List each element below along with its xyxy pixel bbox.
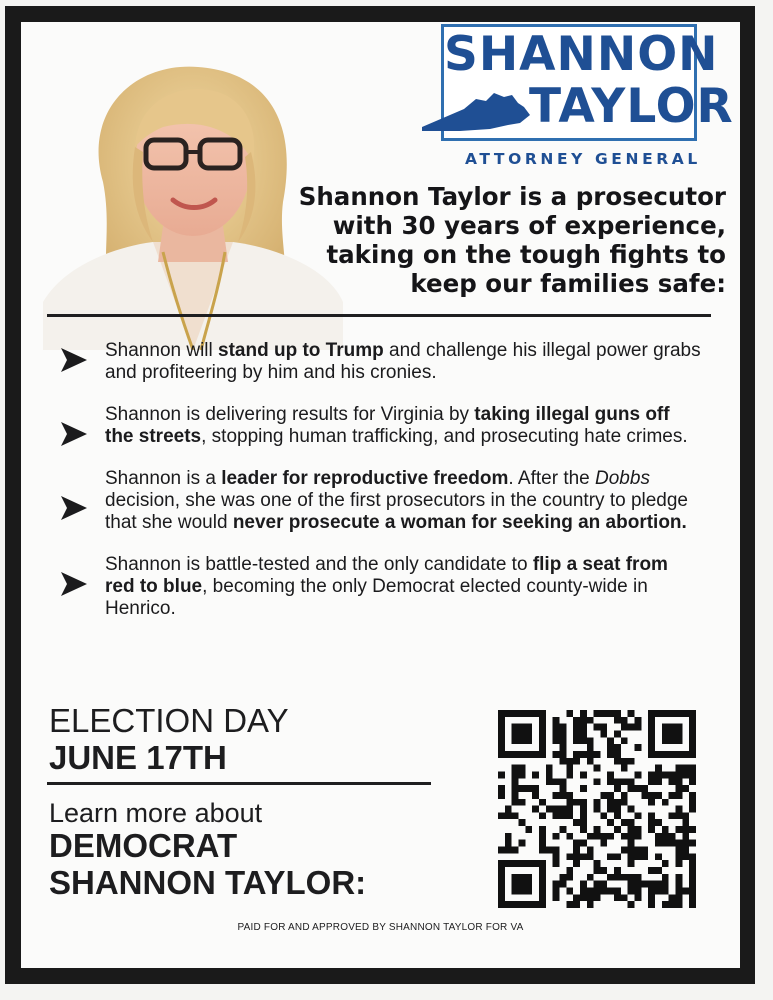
bullet-run: , becoming the only Democrat elected county-wide in Henrico. (105, 576, 648, 619)
bullet-item (61, 404, 701, 448)
election-day-label: ELECTION DAY (49, 702, 289, 739)
bullet-run: , stopping human trafficking, and prosecuting hate crimes. (201, 426, 688, 447)
bullet-text (105, 404, 701, 448)
bullet-emphasis: stand up to Trump (218, 340, 384, 361)
bullet-item (61, 468, 701, 534)
bullet-run: . After the (508, 468, 596, 489)
bullet-emphasis: leader for reproductive freedom (221, 468, 509, 489)
bullet-run: Shannon is battle-tested and the only candidate to (105, 554, 533, 575)
middle-divider (47, 782, 431, 785)
top-divider (47, 314, 711, 317)
campaign-logo (441, 24, 734, 141)
learn-more-candidate: SHANNON TAYLOR: (49, 864, 367, 901)
bullet-run: Shannon is delivering results for Virginia by (105, 404, 475, 425)
bullet-list (61, 340, 701, 640)
arrow-bullet-icon (61, 348, 87, 372)
bullet-run: Shannon will (105, 340, 219, 361)
virginia-state-icon (420, 85, 532, 135)
bullet-text (105, 554, 701, 620)
logo-subtitle: ATTORNEY GENERAL (465, 150, 701, 168)
bullet-item (61, 340, 701, 384)
bullet-run: and challenge his illegal power grabs and profiteering by him and his cronies. (105, 340, 701, 383)
arrow-bullet-icon (61, 572, 87, 596)
paid-for-disclaimer: PAID FOR AND APPROVED BY SHANNON TAYLOR FOR VA (237, 922, 524, 933)
bullet-emphasis: taking illegal guns off the streets (105, 404, 670, 447)
bullet-run: decision, she was one of the first prosecutors in the country to pledge that she would (105, 490, 688, 533)
election-date: JUNE 17TH (49, 739, 227, 776)
flyer-page (21, 22, 740, 968)
arrow-bullet-icon (61, 422, 87, 446)
logo-name-last: TAYLOR (529, 79, 734, 134)
qr-code[interactable] (498, 710, 696, 908)
bullet-emphasis: flip a seat from red to blue (105, 554, 668, 597)
logo-name-first: SHANNON (444, 27, 719, 82)
bullet-emphasis: never prosecute a woman for seeking an abortion. (232, 512, 687, 533)
intro-statement: Shannon Taylor is a prosecutor with 30 years of experience, taking on the tough fights to keep our families safe: (298, 182, 726, 298)
bullet-text (105, 340, 701, 384)
bullet-italic: Dobbs (595, 468, 650, 489)
learn-more-party: DEMOCRAT (49, 827, 238, 864)
learn-more-text: Learn more about (49, 798, 263, 828)
bullet-item (61, 554, 701, 620)
bullet-run: Shannon is a (105, 468, 222, 489)
arrow-bullet-icon (61, 496, 87, 520)
bullet-text (105, 468, 701, 534)
